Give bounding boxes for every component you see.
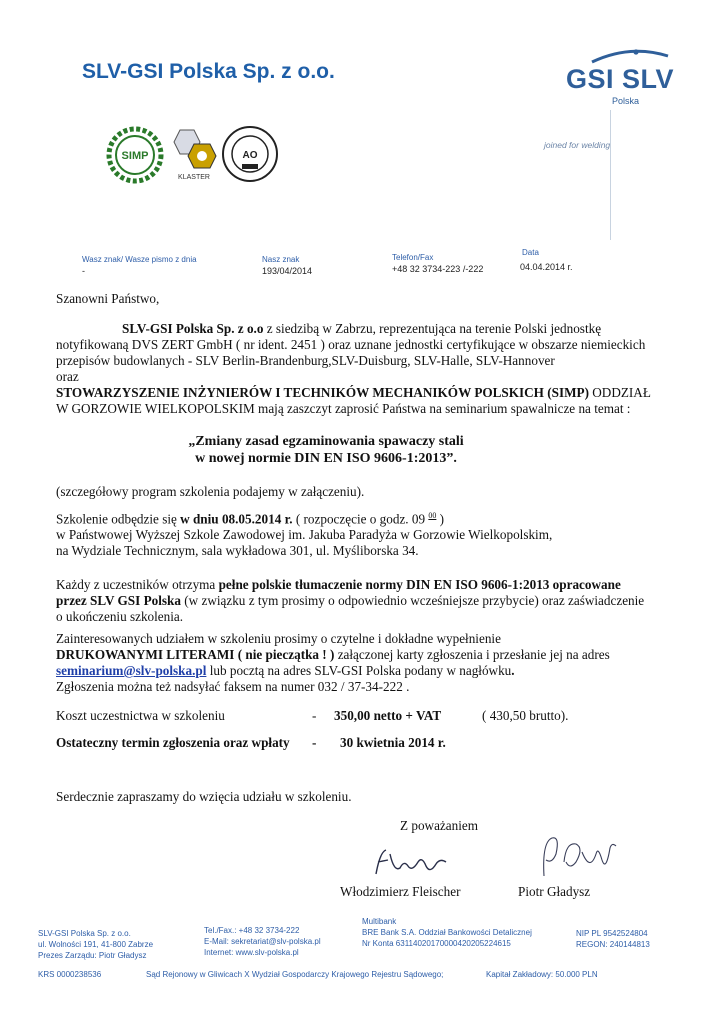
footer-bank-account: Nr Konta 63114020170000420205224615 <box>362 939 511 948</box>
registration-line-3: lub pocztą na adres SLV-GSI Polska podany w nagłówku <box>206 663 512 678</box>
footer-bank-name: Multibank <box>362 917 397 926</box>
footer-phone: Tel./Fax.: +48 32 3734-222 <box>204 926 300 935</box>
cost-value: 350,00 netto + VAT <box>334 708 442 723</box>
association-seal-text: AO <box>242 150 258 161</box>
footer-website[interactable]: Internet: www.slv-polska.pl <box>204 948 299 957</box>
date-value: 04.04.2014 r. <box>520 262 573 272</box>
company-title: SLV-GSI Polska Sp. z o.o. <box>82 60 335 83</box>
intro-line-5: ODDZIAŁ <box>588 385 651 400</box>
schedule-time-sup: 00 <box>428 511 437 520</box>
registration-caps-note: DRUKOWANYMI LITERAMI ( nie pieczątka ! ) <box>56 647 335 662</box>
intro-line-3: przepisów budowlanych - SLV Berlin-Brandenburg,SLV-Duisburg, SLV-Halle, SLV-Hannover <box>56 353 555 368</box>
your-ref-label: Wasz znak/ Wasze pismo z dnia <box>82 255 197 264</box>
paragraph-materials <box>56 577 696 625</box>
schedule-line-1c: ( rozpoczęcie o godz. 09 <box>292 511 429 527</box>
simp-seal-text: SIMP <box>121 150 149 162</box>
footer-company-address: ul. Wolności 191, 41-800 Zabrze <box>38 940 154 949</box>
registration-line-3-dot: . <box>511 663 515 678</box>
company-name-bold: SLV-GSI Polska Sp. z o.o <box>122 321 264 336</box>
intro-line-2: notyfikowaną DVS ZERT GmbH ( nr ident. 2451 ) oraz uznane jednostki certyfikujące w obszarze niemieckich <box>56 337 646 352</box>
your-ref-value: - <box>82 266 85 276</box>
klaster-logo-icon <box>166 126 218 189</box>
regards: Z poważaniem <box>400 818 478 833</box>
footer-company-president: Prezes Zarządu: Piotr Gładysz <box>38 951 147 960</box>
schedule-line-3: na Wydziale Technicznym, sala wykładowa 301, ul. Myśliborska 34. <box>56 543 419 559</box>
signature-gladysz-icon <box>536 832 620 887</box>
schedule-line-2: w Państwowej Wyższej Szkole Zawodowej im. Jakuba Paradyża w Gorzowie Wielkopolskim, <box>56 527 553 543</box>
closing-line: Serdecznie zapraszamy do wzięcia udziału w szkoleniu. <box>56 789 352 804</box>
phone-value: +48 32 3734-223 /-222 <box>392 264 484 274</box>
footer-company-block <box>38 928 153 961</box>
footer-nip: NIP PL 9542524804 <box>576 929 648 938</box>
paragraph-registration <box>56 631 696 695</box>
registration-line-2: załączonej karty zgłoszenia i przesłanie jej na adres <box>334 647 610 662</box>
topic-line-2: w nowej normie DIN EN ISO 9606-1:2013”. <box>195 451 457 466</box>
deadline-value: 30 kwietnia 2014 r. <box>340 735 446 750</box>
footer-company-name: SLV-GSI Polska Sp. z o.o. <box>38 929 131 938</box>
schedule-date: w dniu 08.05.2014 r. <box>180 511 293 527</box>
greeting: Szanowni Państwo, <box>56 291 160 306</box>
schedule-line-1a: Szkolenie odbędzie się <box>56 511 181 527</box>
footer-capital: Kapitał Zakładowy: 50.000 PLN <box>486 970 598 979</box>
signer-gladysz: Piotr Gładysz <box>518 884 591 899</box>
gsi-slv-logo: GSI SLV <box>566 64 675 94</box>
materials-line-3: o ukończeniu szkolenia. <box>56 609 184 624</box>
materials-line-1b: pełne polskie tłumaczenie normy DIN EN ISO 9606-1:2013 opracowane <box>218 577 621 592</box>
cost-dash: - <box>312 708 317 723</box>
simp-seal-icon <box>106 126 164 189</box>
tagline: joined for welding <box>544 140 611 150</box>
phone-label: Telefon/Fax <box>392 253 434 262</box>
logo-subtitle: Polska <box>612 96 640 106</box>
intro-line-6: W GORZOWIE WIELKOPOLSKIM mają zaszczyt zaprosić Państwa na seminarium spawalnicze na temat : <box>56 401 631 416</box>
seminar-email-link[interactable]: seminarium@slv-polska.pl <box>56 663 207 678</box>
program-note: (szczegółowy program szkolenia podajemy w załączeniu). <box>56 484 365 499</box>
association-seal-icon <box>220 124 280 189</box>
footer-court: Sąd Rejonowy w Gliwicach X Wydział Gospodarczy Krajowego Rejestru Sądowego; <box>146 970 444 979</box>
paragraph-intro <box>56 321 696 417</box>
our-ref-label: Nasz znak <box>262 255 300 264</box>
intro-line-4: oraz <box>56 369 79 384</box>
registration-line-1: Zainteresowanych udziałem w szkoleniu prosimy o czytelne i dokładne wypełnienie <box>56 631 501 646</box>
footer-contact-block <box>204 925 321 958</box>
footer-bank-block <box>362 916 532 949</box>
cost-label: Koszt uczestnictwa w szkoleniu <box>56 708 225 723</box>
divider-line <box>610 110 611 240</box>
seminar-topic <box>56 433 596 467</box>
footer-tax-block <box>576 928 650 950</box>
registration-line-4: Zgłoszenia można też nadsyłać faksem na numer 032 / 37-34-222 . <box>56 679 410 694</box>
date-label: Data <box>522 248 539 257</box>
topic-line-1: „Zmiany zasad egzaminowania spawaczy stali <box>188 434 464 449</box>
intro-line-1: z siedzibą w Zabrzu, reprezentująca na terenie Polski jednostkę <box>263 321 602 336</box>
schedule-line-1d: ) <box>436 511 445 527</box>
materials-line-2a: przez SLV GSI Polska <box>56 593 181 608</box>
footer-bank-branch: BRE Bank S.A. Oddział Bankowości Detalicznej <box>362 928 532 937</box>
simp-name-bold: STOWARZYSZENIE INŻYNIERÓW I TECHNIKÓW MECHANIKÓW POLSKICH (SIMP) <box>56 385 589 400</box>
footer-krs: KRS 0000238536 <box>38 970 102 979</box>
signature-fleischer-icon <box>372 846 452 885</box>
materials-line-1a: Każdy z uczestników otrzyma <box>56 577 219 592</box>
signer-fleischer: Włodzimierz Fleischer <box>340 884 461 899</box>
footer-email[interactable]: E-Mail: sekretariat@slv-polska.pl <box>204 937 321 946</box>
deadline-label: Ostateczny termin zgłoszenia oraz wpłaty <box>56 735 290 750</box>
footer-regon: REGON: 240144813 <box>576 940 650 949</box>
klaster-text: KLASTER <box>178 174 210 181</box>
materials-line-2b: (w związku z tym prosimy o odpowiednio wcześniejsze przybycie) oraz zaświadczenie <box>180 593 645 608</box>
our-ref-value: 193/04/2014 <box>262 266 313 276</box>
deadline-dash: - <box>312 735 317 750</box>
cost-brutto: ( 430,50 brutto). <box>482 708 569 723</box>
paragraph-schedule <box>56 508 696 559</box>
